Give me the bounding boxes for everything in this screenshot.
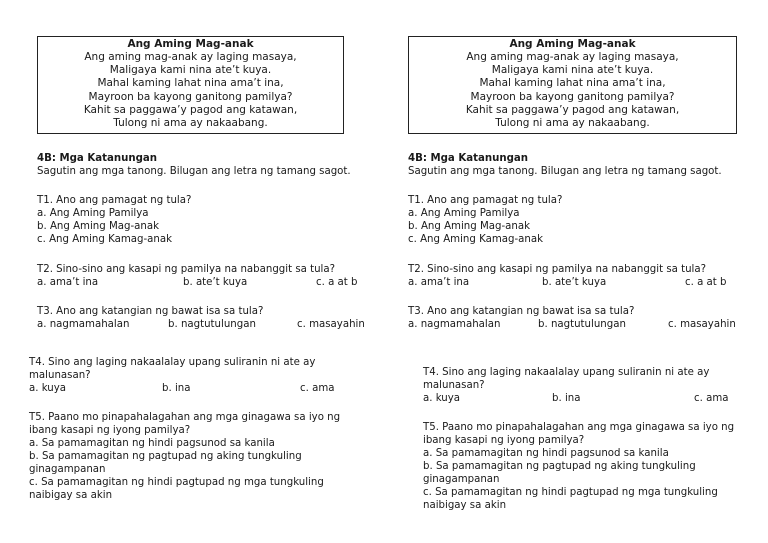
option-t5-b-cont[interactable]: ginagampanan bbox=[423, 474, 500, 485]
worksheet-left bbox=[0, 0, 372, 543]
poem-line: Ang aming mag-anak ay laging masaya, bbox=[466, 51, 679, 63]
poem-line: Mayroon ba kayong ganitong pamilya? bbox=[88, 90, 293, 103]
poem-line: Maligaya kami nina ate’t kuya. bbox=[491, 64, 654, 77]
question-t1: T1. Ano ang pamagat ng tula? bbox=[408, 195, 563, 206]
question-t4-line2: malunasan? bbox=[423, 380, 485, 391]
poem-line: Kahit sa paggawa’y pagod ang katawan, bbox=[465, 103, 680, 116]
option-t1-c[interactable]: c. Ang Aming Kamag-anak bbox=[408, 234, 543, 245]
section-heading: 4B: Mga Katanungan bbox=[37, 153, 158, 164]
section-heading: 4B: Mga Katanungan bbox=[408, 153, 529, 164]
poem-line: Ang aming mag-anak ay laging masaya, bbox=[84, 51, 297, 63]
question-t3: T3. Ano ang katangian ng bawat isa sa tula? bbox=[408, 306, 635, 317]
option-t2-c[interactable]: c. a at b bbox=[316, 277, 358, 288]
poem-line: Maligaya kami nina ate’t kuya. bbox=[109, 64, 272, 77]
poem-line: Mayroon ba kayong ganitong pamilya? bbox=[470, 90, 675, 103]
question-t5-line1: T5. Paano mo pinapahalagahan ang mga ginagawa sa iyo ng bbox=[423, 422, 735, 433]
option-t1-b[interactable]: b. Ang Aming Mag-anak bbox=[37, 221, 159, 232]
poem-line: Mahal kaming lahat nina ama’t ina, bbox=[479, 77, 666, 90]
option-t4-c[interactable]: c. ama bbox=[300, 383, 335, 394]
option-t3-a[interactable]: a. nagmamahalan bbox=[408, 319, 501, 330]
question-t4-line2: malunasan? bbox=[29, 370, 91, 381]
question-t1: T1. Ano ang pamagat ng tula? bbox=[37, 195, 192, 206]
option-t2-b[interactable]: b. ate’t kuya bbox=[183, 277, 248, 288]
poem-title: Ang Aming Mag-anak bbox=[509, 38, 636, 50]
option-t3-c[interactable]: c. masayahin bbox=[297, 319, 365, 330]
question-t4-line1: T4. Sino ang laging nakaalalay upang suliranin ni ate ay bbox=[29, 357, 316, 368]
option-t1-c[interactable]: c. Ang Aming Kamag-anak bbox=[37, 234, 172, 245]
option-t3-b[interactable]: b. nagtutulungan bbox=[538, 319, 626, 330]
poem-title: Ang Aming Mag-anak bbox=[127, 38, 254, 50]
option-t1-a[interactable]: a. Ang Aming Pamilya bbox=[37, 208, 149, 219]
option-t3-a[interactable]: a. nagmamahalan bbox=[37, 319, 130, 330]
option-t2-a[interactable]: a. ama’t ina bbox=[408, 277, 470, 288]
poem-box bbox=[37, 36, 344, 134]
question-t5-line2: ibang kasapi ng iyong pamilya? bbox=[29, 425, 191, 436]
option-t1-b[interactable]: b. Ang Aming Mag-anak bbox=[408, 221, 530, 232]
option-t5-c-cont[interactable]: naibigay sa akin bbox=[423, 500, 507, 511]
option-t3-c[interactable]: c. masayahin bbox=[668, 319, 736, 330]
option-t2-c[interactable]: c. a at b bbox=[685, 277, 727, 288]
option-t5-c[interactable]: c. Sa pamamagitan ng hindi pagtupad ng mga tungkuling bbox=[29, 477, 324, 488]
question-t3: T3. Ano ang katangian ng bawat isa sa tula? bbox=[37, 306, 264, 317]
worksheet-right bbox=[384, 0, 756, 543]
option-t5-c[interactable]: c. Sa pamamagitan ng hindi pagtupad ng mga tungkuling bbox=[423, 487, 718, 498]
question-t4-line1: T4. Sino ang laging nakaalalay upang suliranin ni ate ay bbox=[423, 367, 710, 378]
option-t5-a[interactable]: a. Sa pamamagitan ng hindi pagsunod sa kanila bbox=[423, 448, 669, 459]
poem-line: Tulong ni ama ay nakaabang. bbox=[113, 117, 268, 130]
poem-box bbox=[408, 36, 737, 134]
option-t4-a[interactable]: a. kuya bbox=[423, 393, 461, 404]
option-t2-b[interactable]: b. ate’t kuya bbox=[542, 277, 607, 288]
option-t4-c[interactable]: c. ama bbox=[694, 393, 729, 404]
option-t4-b[interactable]: b. ina bbox=[162, 383, 191, 394]
poem-line: Kahit sa paggawa’y pagod ang katawan, bbox=[83, 103, 298, 116]
option-t5-c-cont[interactable]: naibigay sa akin bbox=[29, 490, 113, 501]
question-t5-line1: T5. Paano mo pinapahalagahan ang mga ginagawa sa iyo ng bbox=[29, 412, 341, 423]
option-t3-b[interactable]: b. nagtutulungan bbox=[168, 319, 256, 330]
question-t2: T2. Sino-sino ang kasapi ng pamilya na nabanggit sa tula? bbox=[37, 264, 336, 275]
option-t4-b[interactable]: b. ina bbox=[552, 393, 581, 404]
option-t5-b[interactable]: b. Sa pamamagitan ng pagtupad ng aking tungkuling bbox=[423, 461, 696, 472]
section-instruction: Sagutin ang mga tanong. Bilugan ang letra ng tamang sagot. bbox=[408, 166, 722, 177]
option-t5-b-cont[interactable]: ginagampanan bbox=[29, 464, 106, 475]
option-t1-a[interactable]: a. Ang Aming Pamilya bbox=[408, 208, 520, 219]
option-t5-a[interactable]: a. Sa pamamagitan ng hindi pagsunod sa kanila bbox=[29, 438, 275, 449]
option-t4-a[interactable]: a. kuya bbox=[29, 383, 67, 394]
poem-line: Tulong ni ama ay nakaabang. bbox=[495, 117, 650, 130]
poem-line: Mahal kaming lahat nina ama’t ina, bbox=[97, 77, 284, 90]
question-t5-line2: ibang kasapi ng iyong pamilya? bbox=[423, 435, 585, 446]
question-t2: T2. Sino-sino ang kasapi ng pamilya na nabanggit sa tula? bbox=[408, 264, 707, 275]
section-instruction: Sagutin ang mga tanong. Bilugan ang letra ng tamang sagot. bbox=[37, 166, 351, 177]
option-t2-a[interactable]: a. ama’t ina bbox=[37, 277, 99, 288]
option-t5-b[interactable]: b. Sa pamamagitan ng pagtupad ng aking tungkuling bbox=[29, 451, 302, 462]
